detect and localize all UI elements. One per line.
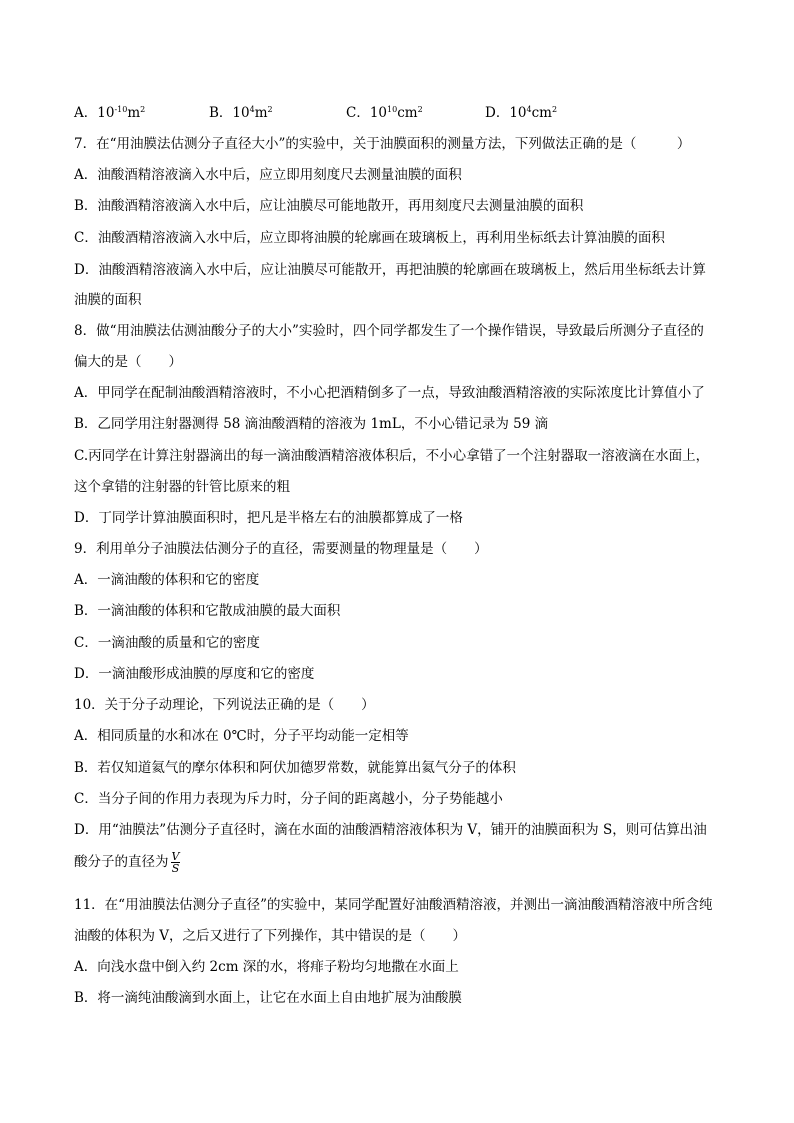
q10-option-a: A．相同质量的水和冰在 0℃时，分子平均动能一定相等 (74, 728, 409, 744)
option-unit: cm (397, 105, 418, 121)
q7-option-d-cont: 油膜的面积 (74, 292, 142, 308)
q9-option-b: B．一滴油酸的体积和它散成油膜的最大面积 (74, 603, 341, 619)
q7-option-c: C．油酸酒精溶液滴入水中后，应立即将油膜的轮廓画在玻璃板上，再利用坐标纸去计算油膜的面积 (74, 230, 665, 246)
option-label: B． (209, 105, 233, 121)
q11-stem: 11．在“用油膜法估测分子直径”的实验中，某同学配置好油酸酒精溶液，并测出一滴油酸酒精溶液中所含纯 (74, 897, 713, 913)
q10-stem: 10．关于分子动理论，下列说法正确的是（ ） (74, 697, 375, 713)
option-label: C． (346, 105, 370, 121)
q9-stem: 9．利用单分子油膜法估测分子的直径，需要测量的物理量是（ ） (74, 541, 488, 557)
q11-option-b: B．将一滴纯油酸滴到水面上，让它在水面上自由地扩展为油酸膜 (74, 990, 462, 1006)
option-label: D． (485, 105, 510, 121)
q6-option-b (209, 103, 273, 123)
option-unit-exponent: 2 (551, 105, 558, 114)
q8-stem: 8．做“用油膜法估测油酸分子的大小”实验时，四个同学都发生了一个操作错误，导致最后所测分子直径的 (74, 323, 704, 339)
option-base: 10 (232, 105, 250, 121)
fraction-numerator: V (171, 850, 180, 863)
option-unit: m (127, 105, 141, 121)
q10-option-d: D．用“油膜法”估测分子直径时，滴在水面的油酸酒精溶液体积为 V，铺开的油膜面积为 S，则可估算出油 (74, 822, 707, 838)
q11-stem-cont: 油酸的体积为 V，之后又进行了下列操作，其中错误的是（ ） (74, 928, 467, 944)
q8-option-c: C.丙同学在计算注射器滴出的每一滴油酸酒精溶液体积后，不小心拿错了一个注射器取一溶液滴在水面上， (74, 448, 710, 464)
q7-option-b: B．油酸酒精溶液滴入水中后，应让油膜尽可能地散开，再用刻度尺去测量油膜的面积 (74, 198, 584, 214)
q8-option-b: B．乙同学用注射器测得 58 滴油酸酒精的溶液为 1mL，不小心错记录为 59 滴 (74, 416, 549, 432)
fraction-v-over-s (171, 851, 181, 874)
q6-option-c (346, 103, 423, 123)
q8-option-a: A．甲同学在配制油酸酒精溶液时，不小心把酒精倒多了一点，导致油酸酒精溶液的实际浓度比计算值小了 (74, 385, 705, 401)
q10-option-c: C．当分子间的作用力表现为斥力时，分子间的距离越小，分子势能越小 (74, 791, 503, 807)
option-exponent: 10 (387, 105, 398, 114)
option-base: 10 (97, 105, 115, 121)
q11-option-a: A．向浅水盘中倒入约 2cm 深的水，将痱子粉均匀地撒在水面上 (74, 959, 459, 975)
option-label: A． (74, 105, 98, 121)
option-base: 10 (509, 105, 527, 121)
q8-option-d: D．丁同学计算油膜面积时，把凡是半格左右的油膜都算成了一格 (74, 510, 463, 526)
q10-option-d-cont (74, 851, 180, 874)
option-exponent: 4 (249, 105, 255, 114)
option-exponent: 4 (526, 105, 532, 114)
option-unit-exponent: 2 (267, 105, 273, 114)
option-base: 10 (369, 105, 388, 121)
fraction-denominator: S (171, 862, 180, 875)
q9-option-d: D．一滴油酸形成油膜的厚度和它的密度 (74, 666, 315, 682)
q9-option-a: A．一滴油酸的体积和它的密度 (74, 572, 260, 588)
option-unit: m (254, 105, 268, 121)
q8-stem-cont: 偏大的是（ ） (74, 354, 182, 370)
q8-option-c-cont: 这个拿错的注射器的针管比原来的粗 (74, 479, 290, 495)
option-unit-exponent: 2 (417, 105, 423, 114)
q6-option-a (74, 103, 145, 123)
q6-option-d (485, 103, 557, 123)
q7-option-a: A．油酸酒精溶液滴入水中后，应立即用刻度尺去测量油膜的面积 (74, 167, 462, 183)
q7-option-d: D．油酸酒精溶液滴入水中后，应让油膜尽可能散开，再把油膜的轮廓画在玻璃板上，然后用坐标纸去计算 (74, 262, 706, 278)
option-unit: cm (531, 105, 552, 121)
option-unit-exponent: 2 (140, 105, 146, 114)
q7-stem: 7．在“用油膜法估测分子直径大小”的实验中，关于油膜面积的测量方法，下列做法正确的是（ ） (74, 136, 691, 152)
option-exponent: -10 (114, 105, 128, 114)
q9-option-c: C．一滴油酸的质量和它的密度 (74, 635, 260, 651)
q10-option-b: B．若仅知道氦气的摩尔体积和阿伏加德罗常数，就能算出氦气分子的体积 (74, 760, 516, 776)
q10-option-d-tail-text: 酸分子的直径为 (74, 854, 169, 870)
